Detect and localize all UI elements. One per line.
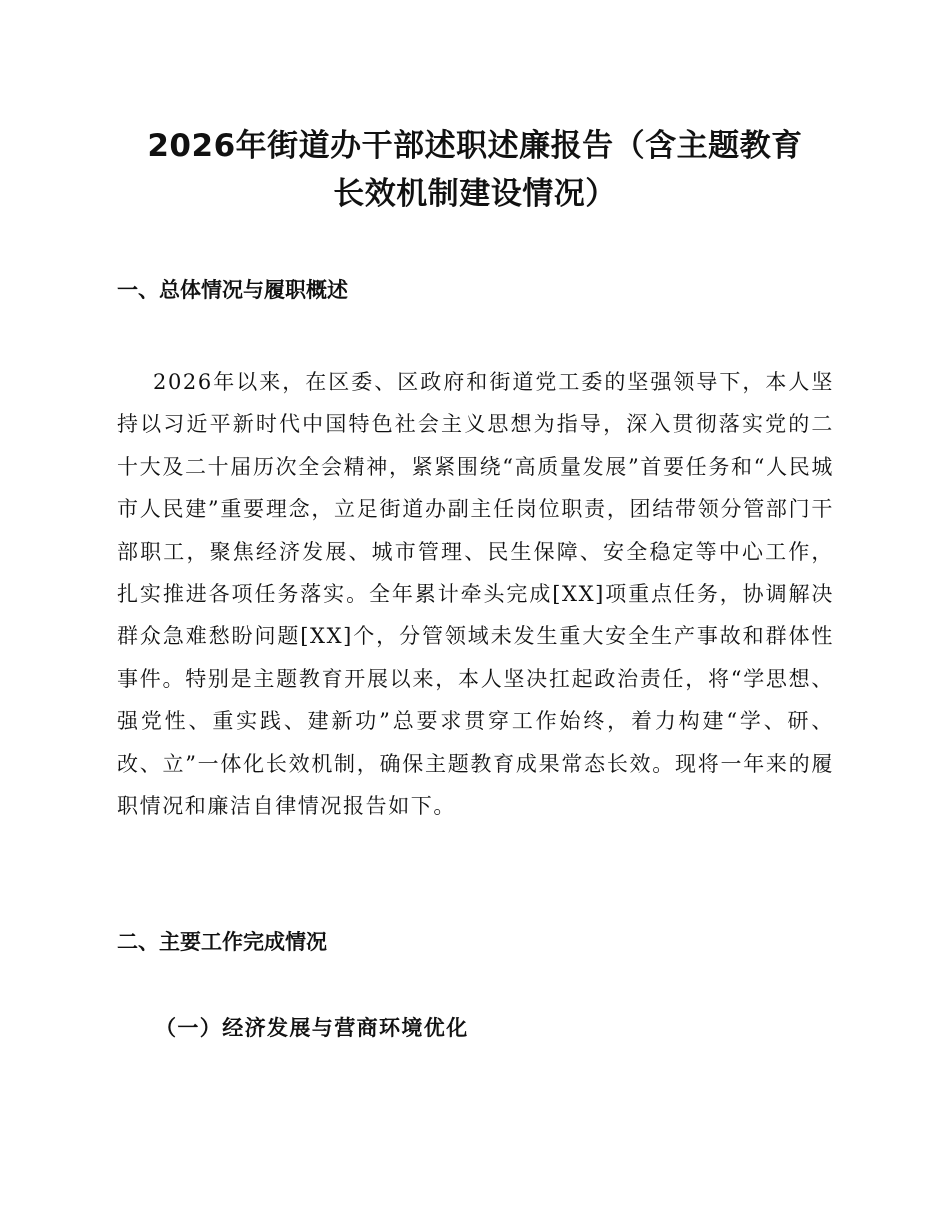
overview-paragraph: 2026年以来，在区委、区政府和街道党工委的坚强领导下，本人坚持以习近平新时代中国特色社会主义思想为指导，深入贯彻落实党的二十大及二十届历次全会精神，紧紧围绕“高质量发展”首要任务和“人民城市人民建”重要理念，立足街道办副主任岗位职责，团结带领分管部门干部职工，聚焦经济发展、城市管理、民生保障、安全稳定等中心工作，扎实推进各项任务落实。全年累计牵头完成[XX]项重点任务，协调解决群众急难愁盼问题[XX]个，分管领域未发生重大安全生产事故和群体性事件。特别是主题教育开展以来，本人坚决扛起政治责任，将“学思想、强党性、重实践、建新功”总要求贯穿工作始终，着力构建“学、研、改、立”一体化长效机制，确保主题教育成果常态长效。现将一年来的履职情况和廉洁自律情况报告如下。 (117, 370, 834, 819)
subsection-heading-economy: （一）经济发展与营商环境优化 (155, 1015, 469, 1040)
section-heading-main-work: 二、主要工作完成情况 (117, 930, 327, 954)
title-line-2: 长效机制建设情况） (333, 176, 617, 212)
title-line-1: 2026年街道办干部述职述廉报告（含主题教育 (147, 128, 803, 164)
document-title (100, 122, 850, 218)
section-heading-overview: 一、总体情况与履职概述 (117, 278, 348, 302)
